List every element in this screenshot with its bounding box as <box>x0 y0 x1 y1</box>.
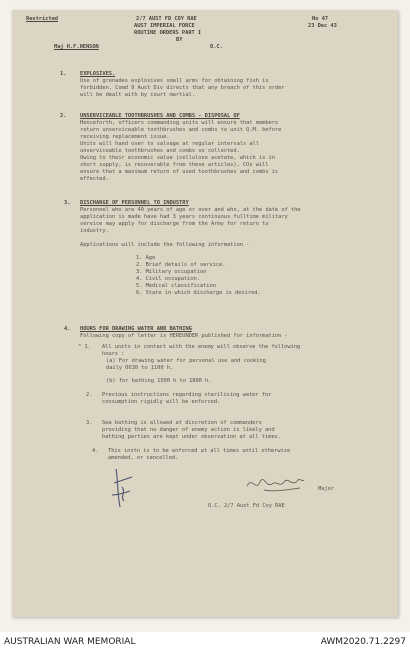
section-1-heading: EXPLOSIVES. <box>80 71 116 77</box>
section-2-line: short supply, is recoverable from these articles), COs will <box>80 162 269 168</box>
section-4-sub-line: daily 0630 to 1100 h. <box>106 365 174 371</box>
section-4-sub-line: providing that no danger of enemy action is likely and <box>102 427 275 433</box>
section-2-line: receiving replacement issue. <box>80 134 170 140</box>
restricted-label: Restricted <box>26 16 58 22</box>
unit-title-line2: AUST IMPERIAL FORCE <box>134 23 195 29</box>
section-3-line: Applications will include the following information - <box>80 242 250 248</box>
section-1-line: will be dealt with by court martial. <box>80 92 196 98</box>
archive-caption-bar <box>0 632 410 653</box>
section-3-list-item: 2. Brief details of service. <box>136 262 226 268</box>
section-4-sub-line: This instn is to be enforced at all times until otherwise <box>108 448 291 454</box>
section-4-heading: HOURS FOR DRAWING WATER AND BATHING <box>80 326 192 332</box>
section-3-list-item: 1. Age <box>136 255 156 261</box>
document-page <box>12 10 398 617</box>
unit-title-line3: ROUTINE ORDERS PART I <box>134 30 202 36</box>
section-2-line: effected. <box>80 176 109 182</box>
section-4-sub-line: All units in contact with the enemy will observe the following <box>102 344 301 350</box>
section-4-sub-line: hours : <box>102 351 125 357</box>
section-3-line: application is made have had 3 years continuous fulltime military <box>80 214 288 220</box>
section-2-line: Units will hand over to salvage at regular intervals all <box>80 141 259 147</box>
archive-reference: AWM2020.71.2297 <box>320 637 406 647</box>
order-date: 23 Dec 43 <box>308 23 337 29</box>
unit-title-line1: 2/7 AUST FD COY RAE <box>136 16 197 22</box>
section-3-list-item: 5. Medical classification <box>136 283 216 289</box>
section-4-sub-marker: 3. <box>86 420 93 426</box>
section-1-number: 1. <box>60 71 67 77</box>
section-2-line: ensure that a maximum return of used toothbrushes and combs is <box>80 169 279 175</box>
section-4-line: Following copy of letter is HEREUNDER published for information - <box>80 333 288 339</box>
officer-appointment: O.C. <box>210 44 223 50</box>
section-1-line: Use of grenades explosives small arms for obtaining fish is <box>80 78 269 84</box>
officer-name: Maj H.F.HENSON <box>54 44 99 50</box>
section-4-sub-line: amended, or cancelled. <box>108 455 179 461</box>
section-1-line: forbidden. Comd 9 Aust Div directs that any breach of this order <box>80 85 285 91</box>
section-3-line: service may apply for discharge from the Army for return to <box>80 221 269 227</box>
section-3-list-item: 4. Civil occupation. <box>136 276 200 282</box>
signatory-rank: Major <box>318 486 334 492</box>
section-4-sub-marker: 2. <box>86 392 93 398</box>
section-3-line: industry. <box>80 228 109 234</box>
section-4-sub-line: Sea bathing is allowed at discretion of commanders <box>102 420 262 426</box>
section-4-sub-line: (b) for bathing 1500 h to 1800 h. <box>106 378 212 384</box>
order-number: No 47 <box>312 16 328 22</box>
section-3-heading: DISCHARGE OF PERSONNEL TO INDUSTRY <box>80 200 189 206</box>
section-2-line: Henceforth, officers commanding units will ensure that members <box>80 120 279 126</box>
section-3-number: 3. <box>64 200 71 206</box>
section-2-line: unserviceable toothbrushes and combs so collected. <box>80 148 240 154</box>
commander-signature <box>244 470 306 496</box>
section-2-line: return unserviceable toothbrushes and combs to unit Q.M. before <box>80 127 282 133</box>
section-2-heading: UNSERVICEABLE TOOTHBRUSHES AND COMBS - DISPOSAL OF <box>80 113 240 119</box>
section-4-number: 4. <box>64 326 71 332</box>
section-4-sub-line: bathing parties are kept under observation at all times. <box>102 434 281 440</box>
signatory-appointment: O.C. 2/7 Aust Fd Coy RAE <box>208 503 285 509</box>
archive-name: AUSTRALIAN WAR MEMORIAL <box>4 637 136 647</box>
section-4-sub-line: consumption rigidly will be enforced. <box>102 399 221 405</box>
section-4-sub-marker: 4. <box>92 448 99 454</box>
section-3-list-item: 6. State in which discharge is desired. <box>136 290 261 296</box>
margin-initials-signature <box>108 465 136 513</box>
section-4-sub-line: Previous instructions regarding sterilising water for <box>102 392 272 398</box>
unit-title-line4: BY <box>176 37 183 43</box>
section-4-sub-marker: " 1. <box>78 344 91 350</box>
section-4-sub-line: (a) For drawing water for personal use and cooking <box>106 358 266 364</box>
section-2-line: Owing to their economic value (cellulose acetate, which is in <box>80 155 275 161</box>
section-3-line: Personnel who are 40 years of age or over and who, at the date of the <box>80 207 301 213</box>
section-2-number: 2. <box>60 113 67 119</box>
section-3-list-item: 3. Military occupation <box>136 269 207 275</box>
